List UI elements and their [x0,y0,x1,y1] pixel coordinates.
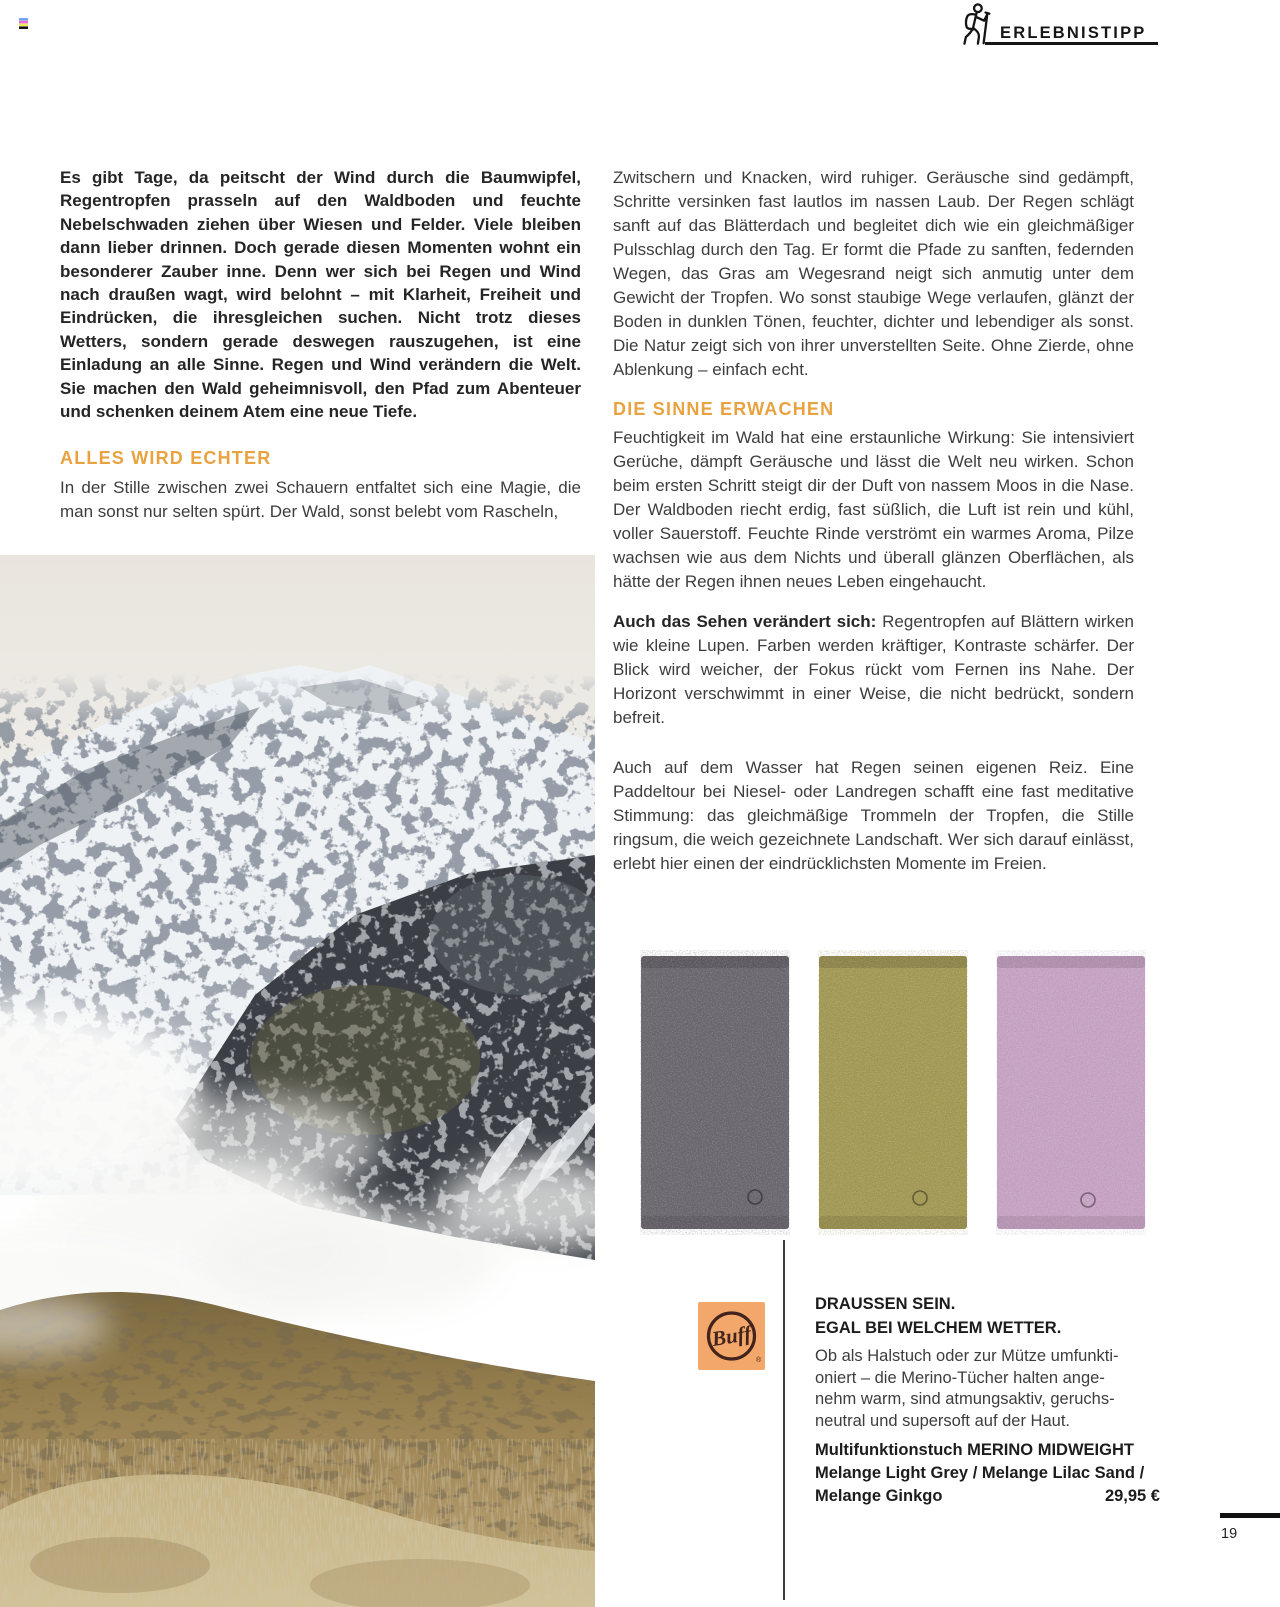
product-variants: Melange Light Grey / Melange Lilac Sand / [815,1464,1145,1482]
left-column [60,166,581,524]
section-body-left: In der Stille zwischen zwei Schauern entfaltet sich eine Magie, die man sonst nur selten spürt. Der Wald, sonst belebt vom Rascheln, [60,478,581,522]
buff-brand-wordmark: Buff [710,1321,753,1351]
product-description-line: Ob als Halstuch oder zur Mütze umfunkti- [815,1347,1119,1365]
paragraph-4: Auch auf dem Wasser hat Regen seinen eigenen Reiz. Eine Paddeltour bei Niesel- oder Landregen schafft eine fast meditative Stimmung: das gleichmäßige Trommeln der Tropfen, die Stille ringsum, die weich gezeichnete Landschaft. Wer sich darauf einlässt, erlebt hier einen der eindrücklichsten Momente im Freien. [613,758,1134,873]
product-description-line: nehm warm, sind atmungsaktiv, geruchs- [815,1390,1115,1408]
tip-underline [985,42,1158,45]
product-name-block [815,1439,1160,1508]
page-number: 19 [1221,1526,1238,1542]
mountain-photo [0,555,595,1607]
registration-mark [19,18,28,29]
product-description [815,1346,1160,1432]
registered-trademark-symbol: ® [756,1357,762,1364]
paragraph-3-lead: Auch das Sehen verändert sich: [613,612,877,631]
intro-paragraph: Es gibt Tage, da peitscht der Wind durch die Baumwipfel, Regentropfen prasseln auf den Waldboden und feuchte Nebelschwaden ziehen über Wiesen und Felder. Viele bleiben dann lieber drinnen. Doch gerade diesen Momenten wohnt ein besonderer Zauber inne. Denn wer sich bei Regen und Wind nach draußen wagt, wird belohnt – mit Klarheit, Freiheit und Eindrücken, die ihresgleichen suchen. Nicht trotz dieses Wetters, sondern gerade deswegen rauszugehen, ist eine Einladung an alle Sinne. Regen und Wind verändern die Welt. Sie machen den Wald geheimnisvoll, den Pfad zum Abenteuer und schenken deinem Atem eine neue Tiefe. [60,168,581,422]
paragraph-3-rest: Regentropfen auf Blättern wirken wie kleine Lupen. Farben werden kräftiger, Kontraste schärfer. Der Blick wird weicher, der Fokus rückt vom Fernen ins Nahe. Der Horizont verschwimmt in einer Weise, die nicht bedrückt, sondern befreit. [613,612,1134,727]
product-headline-line2: EGAL BEI WELCHEM WETTER. [815,1319,1062,1337]
section-heading-die-sinne-erwachen: DIE SINNE ERWACHEN [613,399,835,419]
product-swatch-melange-ginkgo [818,950,968,1235]
section-heading-alles-wird-echter: ALLES WIRD ECHTER [60,448,272,469]
paragraph-1: Zwitschern und Knacken, wird ruhiger. Geräusche sind gedämpft, Schritte versinken fast lautlos im nassen Laub. Der Regen schlägt sanft auf das Blätterdach und begleitet dich wie ein gleichmäßiger Pulsschlag durch den Tag. Er formt die Pfade zu sanften, federnden Wegen, das Gras am Wegesrand neigt sich anmutig unter dem Gewicht der Tropfen. Wo sonst staubige Wege verlaufen, glänzt der Boden in dunklen Tönen, feuchter, dichter und lebendiger als sonst. Die Natur zeigt sich von ihrer unverstellten Seite. Ohne Zierde, ohne Ablenkung – einfach echt. [613,168,1134,379]
product-divider-rule [783,1240,785,1600]
product-description-line: neutral und supersoft auf der Haut. [815,1411,1070,1430]
buff-brand-logo [698,1302,765,1370]
footer-bar [1220,1513,1280,1518]
product-swatch-melange-lilac-sand [996,950,1146,1235]
product-headline-line1: DRAUSSEN SEIN. [815,1295,956,1313]
product-name: Multifunktionstuch MERINO MIDWEIGHT [815,1441,1134,1459]
right-column [613,166,1134,876]
product-variant-last: Melange Ginkgo [815,1487,943,1505]
experience-tip-label: ERLEBNISTIPP [1000,24,1147,42]
product-description-line: oniert – die Merino-Tücher halten ange- [815,1368,1105,1387]
paragraph-2: Feuchtigkeit im Wald hat eine erstaunliche Wirkung: Sie intensiviert Gerüche, dämpft Geräusche und lässt die Welt neu wirken. Schon beim ersten Schritt steigt dir der Duft von nassem Moos in die Nase. Der Waldboden riecht erdig, fast süßlich, die Luft ist rein und kühl, voller Sauerstoff. Feuchte Rinde verströmt ein warmes Aroma, Pilze wachsen wie aus dem Nichts und überall glänzen Oberflächen, als hätte der Regen ihnen neues Leben eingehaucht. [613,428,1134,591]
product-price: 29,95 € [1104,1487,1160,1505]
paragraph-3 [613,610,1134,730]
product-info-block [815,1292,1160,1508]
product-swatch-melange-light-grey [640,950,790,1235]
